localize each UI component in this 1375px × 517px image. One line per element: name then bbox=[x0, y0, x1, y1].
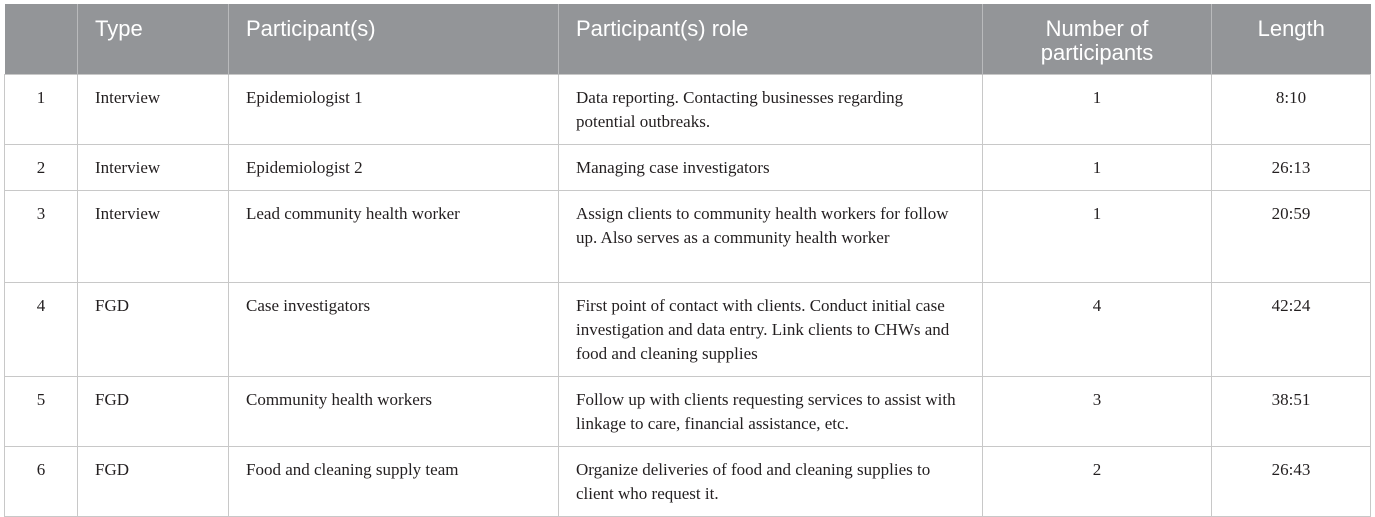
cell-type: Interview bbox=[78, 74, 229, 144]
cell-count: 2 bbox=[983, 446, 1212, 516]
cell-length: 38:51 bbox=[1212, 376, 1371, 446]
cell-index: 3 bbox=[5, 190, 78, 282]
cell-role: Data reporting. Contacting businesses regarding potential outbreaks. bbox=[559, 74, 983, 144]
table-row bbox=[5, 144, 1371, 190]
cell-count: 3 bbox=[983, 376, 1212, 446]
header-number-of-participants: Number of participants bbox=[983, 4, 1212, 74]
header-index bbox=[5, 4, 78, 74]
cell-participants: Lead community health worker bbox=[229, 190, 559, 282]
cell-length: 26:43 bbox=[1212, 446, 1371, 516]
cell-length: 42:24 bbox=[1212, 282, 1371, 376]
cell-type: Interview bbox=[78, 144, 229, 190]
cell-index: 6 bbox=[5, 446, 78, 516]
cell-participants: Epidemiologist 1 bbox=[229, 74, 559, 144]
participants-table-container bbox=[4, 4, 1370, 517]
header-participants: Participant(s) bbox=[229, 4, 559, 74]
header-length: Length bbox=[1212, 4, 1371, 74]
cell-index: 4 bbox=[5, 282, 78, 376]
cell-type: FGD bbox=[78, 446, 229, 516]
table-row bbox=[5, 446, 1371, 516]
table-row bbox=[5, 74, 1371, 144]
cell-count: 1 bbox=[983, 74, 1212, 144]
participants-table bbox=[4, 4, 1371, 517]
table-header bbox=[5, 4, 1371, 74]
table-row bbox=[5, 282, 1371, 376]
cell-count: 4 bbox=[983, 282, 1212, 376]
cell-index: 5 bbox=[5, 376, 78, 446]
cell-participants: Community health workers bbox=[229, 376, 559, 446]
cell-participants: Case investigators bbox=[229, 282, 559, 376]
table-row bbox=[5, 190, 1371, 282]
cell-participants: Food and cleaning supply team bbox=[229, 446, 559, 516]
cell-count: 1 bbox=[983, 190, 1212, 282]
cell-count: 1 bbox=[983, 144, 1212, 190]
cell-role: Assign clients to community health workers for follow up. Also serves as a community health worker bbox=[559, 190, 983, 282]
cell-type: FGD bbox=[78, 282, 229, 376]
header-row bbox=[5, 4, 1371, 74]
cell-type: FGD bbox=[78, 376, 229, 446]
header-type: Type bbox=[78, 4, 229, 74]
table-body bbox=[5, 74, 1371, 516]
cell-index: 2 bbox=[5, 144, 78, 190]
cell-length: 26:13 bbox=[1212, 144, 1371, 190]
cell-type: Interview bbox=[78, 190, 229, 282]
cell-role: Managing case investigators bbox=[559, 144, 983, 190]
cell-length: 8:10 bbox=[1212, 74, 1371, 144]
header-role: Participant(s) role bbox=[559, 4, 983, 74]
cell-role: Organize deliveries of food and cleaning supplies to client who request it. bbox=[559, 446, 983, 516]
cell-length: 20:59 bbox=[1212, 190, 1371, 282]
cell-role: Follow up with clients requesting services to assist with linkage to care, financial assistance, etc. bbox=[559, 376, 983, 446]
cell-role: First point of contact with clients. Conduct initial case investigation and data entry. Link clients to CHWs and food and cleaning supplies bbox=[559, 282, 983, 376]
table-row bbox=[5, 376, 1371, 446]
cell-index: 1 bbox=[5, 74, 78, 144]
cell-participants: Epidemiologist 2 bbox=[229, 144, 559, 190]
